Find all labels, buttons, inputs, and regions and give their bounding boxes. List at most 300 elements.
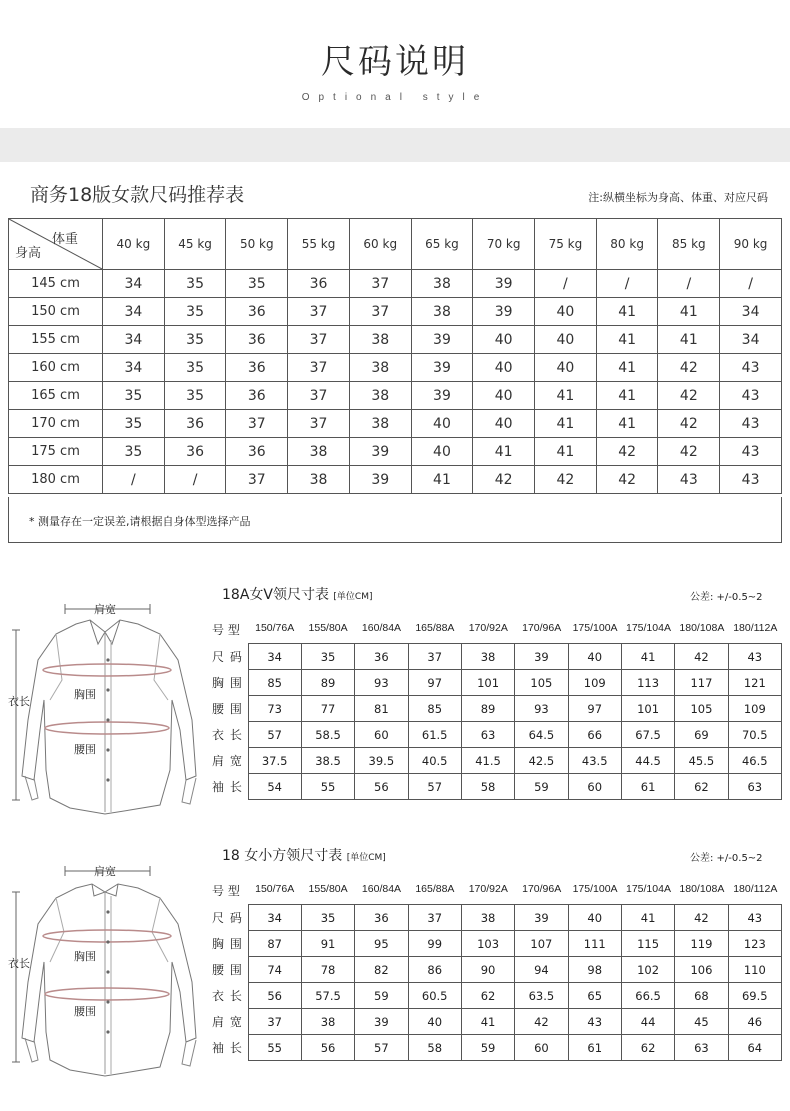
measure-cell: 61 xyxy=(568,1035,621,1061)
measure-cell: 57 xyxy=(408,774,461,800)
measure-cell: 66 xyxy=(568,722,621,748)
measure-cell: 35 xyxy=(301,905,354,931)
table-row xyxy=(9,438,782,466)
measure-cell: 62 xyxy=(675,774,728,800)
measure-cell: 99 xyxy=(408,931,461,957)
size-cell: 38 xyxy=(411,270,473,298)
table-row xyxy=(9,466,782,494)
size-header-cell: 160/84A xyxy=(361,883,402,895)
size-cell: 38 xyxy=(288,466,350,494)
size-cell: 35 xyxy=(103,410,165,438)
row-label: 衣 长 xyxy=(212,728,243,742)
measure-cell: 45 xyxy=(675,1009,728,1035)
waist-label-a: 腰围 xyxy=(74,743,96,756)
size-cell: 41 xyxy=(596,382,658,410)
corner-cell xyxy=(9,219,103,270)
measure-cell: 41.5 xyxy=(461,748,514,774)
size-cell: 43 xyxy=(658,466,720,494)
size-cell: 40 xyxy=(411,438,473,466)
measure-cell: 101 xyxy=(461,670,514,696)
size-cell: 35 xyxy=(164,270,226,298)
measure-cell: 89 xyxy=(301,670,354,696)
measure-cell: 69.5 xyxy=(728,983,781,1009)
height-cell: 175 cm xyxy=(9,438,103,466)
measure-cell: 58 xyxy=(461,774,514,800)
size-header-cell: 180/108A xyxy=(679,622,725,634)
weight-header-cell: 55 kg xyxy=(288,219,350,270)
size-header-cell: 150/76A xyxy=(255,622,295,634)
weight-header-cell: 45 kg xyxy=(164,219,226,270)
row-label: 袖 长 xyxy=(212,1041,243,1055)
size-cell: 39 xyxy=(349,466,411,494)
measure-cell: 65 xyxy=(568,983,621,1009)
measure-cell: 63 xyxy=(675,1035,728,1061)
size-header-cell: 175/100A xyxy=(572,622,618,634)
table-row xyxy=(210,644,782,670)
page-subtitle: Optional style xyxy=(301,92,489,103)
size-cell: 35 xyxy=(164,326,226,354)
size-cell: 41 xyxy=(658,326,720,354)
measure-cell: 37 xyxy=(408,644,461,670)
measure-cell: 64.5 xyxy=(515,722,568,748)
size-cell: 40 xyxy=(535,354,597,382)
table-row xyxy=(9,410,782,438)
length-label-b: 衣长 xyxy=(8,957,30,970)
table-row xyxy=(210,670,782,696)
size-cell: 38 xyxy=(288,438,350,466)
table-row xyxy=(210,983,782,1009)
shirt-diagram-a xyxy=(10,600,202,832)
size-cell: 42 xyxy=(658,354,720,382)
size-cell: 36 xyxy=(226,354,288,382)
measure-cell: 60 xyxy=(355,722,408,748)
measure-cell: 56 xyxy=(301,1035,354,1061)
measure-cell: 105 xyxy=(675,696,728,722)
row-label: 尺 码 xyxy=(212,911,243,925)
measure-cell: 55 xyxy=(301,774,354,800)
measure-cell: 60.5 xyxy=(408,983,461,1009)
size-cell: 41 xyxy=(658,298,720,326)
size-cell: 39 xyxy=(349,438,411,466)
measure-cell: 74 xyxy=(248,957,301,983)
measure-cell: 42 xyxy=(515,1009,568,1035)
row-label: 胸 围 xyxy=(212,937,243,951)
measure-cell: 58.5 xyxy=(301,722,354,748)
size-cell: 38 xyxy=(349,354,411,382)
size-cell: 37 xyxy=(226,466,288,494)
size-header-cell: 155/80A xyxy=(308,883,348,895)
shoulder-label-b: 肩宽 xyxy=(94,865,116,878)
size-cell: 36 xyxy=(288,270,350,298)
size-cell: 41 xyxy=(596,354,658,382)
size-cell: 43 xyxy=(720,466,782,494)
size-cell: 40 xyxy=(473,410,535,438)
height-cell: 145 cm xyxy=(9,270,103,298)
measure-cell: 54 xyxy=(248,774,301,800)
table-row xyxy=(210,905,782,931)
measure-cell: 107 xyxy=(515,931,568,957)
measure-cell: 40.5 xyxy=(408,748,461,774)
row-label: 胸 围 xyxy=(212,676,243,690)
size-cell: 35 xyxy=(103,382,165,410)
size-cell: 36 xyxy=(226,438,288,466)
size-cell: 35 xyxy=(164,298,226,326)
table-row xyxy=(9,298,782,326)
size-cell: 37 xyxy=(288,354,350,382)
size-cell: 36 xyxy=(164,410,226,438)
weight-header-cell: 60 kg xyxy=(349,219,411,270)
height-cell: 165 cm xyxy=(9,382,103,410)
size-cell: 41 xyxy=(535,410,597,438)
measure-cell: 117 xyxy=(675,670,728,696)
size-header-cell: 175/104A xyxy=(626,883,671,895)
measure-cell: 38.5 xyxy=(301,748,354,774)
table-row xyxy=(210,957,782,983)
measure-cell: 90 xyxy=(461,957,514,983)
measure-cell: 36 xyxy=(355,644,408,670)
measure-cell: 59 xyxy=(461,1035,514,1061)
measure-cell: 86 xyxy=(408,957,461,983)
measure-cell: 97 xyxy=(568,696,621,722)
row-label: 腰 围 xyxy=(212,702,243,716)
size-cell: 38 xyxy=(349,382,411,410)
measure-cell: 56 xyxy=(248,983,301,1009)
size-cell: 35 xyxy=(103,438,165,466)
size-header-cell: 180/112A xyxy=(733,883,778,895)
height-cell: 155 cm xyxy=(9,326,103,354)
measure-cell: 40 xyxy=(408,1009,461,1035)
measure-cell: 70.5 xyxy=(728,722,781,748)
size-cell: 39 xyxy=(411,382,473,410)
measure-cell: 57 xyxy=(355,1035,408,1061)
length-label-a: 衣长 xyxy=(8,695,30,708)
weight-header-cell: 90 kg xyxy=(720,219,782,270)
measure-cell: 34 xyxy=(248,905,301,931)
size-cell: 41 xyxy=(535,438,597,466)
size-cell: / xyxy=(720,270,782,298)
size-cell: / xyxy=(103,466,165,494)
size-cell: 43 xyxy=(720,438,782,466)
shirt-diagram-b xyxy=(10,862,202,1094)
measure-cell: 61.5 xyxy=(408,722,461,748)
measure-cell: 43.5 xyxy=(568,748,621,774)
row-label: 袖 长 xyxy=(212,780,243,794)
measure-cell: 38 xyxy=(301,1009,354,1035)
measure-cell: 39.5 xyxy=(355,748,408,774)
measure-cell: 39 xyxy=(515,905,568,931)
size-cell: 34 xyxy=(720,326,782,354)
measure-cell: 102 xyxy=(621,957,674,983)
page-title: 尺码说明 xyxy=(321,42,469,82)
table-b-size-label: 号 型 xyxy=(212,884,240,898)
measure-cell: 82 xyxy=(355,957,408,983)
chest-measure-ellipse xyxy=(43,664,171,676)
size-header-cell: 160/84A xyxy=(361,622,402,634)
size-cell: 40 xyxy=(473,354,535,382)
table-b-tolerance: 公差: +/-0.5~2 xyxy=(690,853,763,864)
size-cell: 41 xyxy=(596,410,658,438)
measure-cell: 43 xyxy=(728,905,781,931)
size-cell: 35 xyxy=(226,270,288,298)
size-cell: 37 xyxy=(288,298,350,326)
recommendation-footnote-box xyxy=(8,497,782,543)
size-cell: 42 xyxy=(658,382,720,410)
size-cell: 35 xyxy=(164,354,226,382)
size-cell: 41 xyxy=(411,466,473,494)
size-cell: 42 xyxy=(535,466,597,494)
size-cell: 43 xyxy=(720,354,782,382)
size-cell: 43 xyxy=(720,410,782,438)
measure-cell: 36 xyxy=(355,905,408,931)
measure-cell: 42 xyxy=(675,644,728,670)
corner-weight-label: 体重 xyxy=(51,232,78,247)
measure-cell: 106 xyxy=(675,957,728,983)
measure-cell: 123 xyxy=(728,931,781,957)
row-label: 尺 码 xyxy=(212,650,243,664)
measure-cell: 121 xyxy=(728,670,781,696)
measure-cell: 93 xyxy=(515,696,568,722)
table-b xyxy=(210,904,782,1061)
table-row xyxy=(9,270,782,298)
measure-cell: 64 xyxy=(728,1035,781,1061)
measure-cell: 113 xyxy=(621,670,674,696)
size-cell: 39 xyxy=(473,270,535,298)
measure-cell: 63.5 xyxy=(515,983,568,1009)
measure-cell: 38 xyxy=(461,644,514,670)
measure-cell: 103 xyxy=(461,931,514,957)
size-cell: / xyxy=(658,270,720,298)
measure-cell: 58 xyxy=(408,1035,461,1061)
measure-cell: 105 xyxy=(515,670,568,696)
measure-cell: 61 xyxy=(621,774,674,800)
measure-cell: 40 xyxy=(568,644,621,670)
size-cell: 35 xyxy=(164,382,226,410)
measure-cell: 56 xyxy=(355,774,408,800)
table-row xyxy=(210,931,782,957)
size-cell: / xyxy=(164,466,226,494)
table-row xyxy=(9,326,782,354)
weight-header-row xyxy=(9,219,782,270)
measure-cell: 115 xyxy=(621,931,674,957)
measure-cell: 68 xyxy=(675,983,728,1009)
table-a-title: 18A女V领尺寸表 [单位CM] xyxy=(222,587,373,603)
measure-cell: 42.5 xyxy=(515,748,568,774)
measure-cell: 43 xyxy=(728,644,781,670)
measure-cell: 85 xyxy=(248,670,301,696)
size-cell: 37 xyxy=(226,410,288,438)
size-cell: 36 xyxy=(164,438,226,466)
size-cell: 37 xyxy=(349,270,411,298)
size-header-cell: 170/92A xyxy=(468,622,508,634)
size-cell: 34 xyxy=(103,326,165,354)
size-cell: 39 xyxy=(411,326,473,354)
waist-measure-ellipse xyxy=(45,988,169,1000)
measure-cell: 89 xyxy=(461,696,514,722)
measure-cell: 37 xyxy=(408,905,461,931)
size-header-cell: 175/104A xyxy=(626,622,671,634)
divider-band xyxy=(0,128,790,162)
measure-cell: 46.5 xyxy=(728,748,781,774)
size-cell: 37 xyxy=(288,382,350,410)
weight-header-cell: 85 kg xyxy=(658,219,720,270)
table-row xyxy=(9,382,782,410)
size-cell: 41 xyxy=(596,326,658,354)
measure-cell: 85 xyxy=(408,696,461,722)
size-cell: 41 xyxy=(596,298,658,326)
height-cell: 180 cm xyxy=(9,466,103,494)
measure-cell: 66.5 xyxy=(621,983,674,1009)
size-cell: 37 xyxy=(349,298,411,326)
measure-cell: 94 xyxy=(515,957,568,983)
height-cell: 150 cm xyxy=(9,298,103,326)
measure-cell: 73 xyxy=(248,696,301,722)
measure-cell: 37.5 xyxy=(248,748,301,774)
measure-cell: 46 xyxy=(728,1009,781,1035)
measure-cell: 62 xyxy=(621,1035,674,1061)
measure-cell: 43 xyxy=(568,1009,621,1035)
size-cell: 40 xyxy=(535,326,597,354)
size-cell: 43 xyxy=(720,382,782,410)
measure-cell: 97 xyxy=(408,670,461,696)
measure-cell: 41 xyxy=(621,905,674,931)
size-header-cell: 180/108A xyxy=(679,883,725,895)
weight-header-cell: 65 kg xyxy=(411,219,473,270)
size-cell: 38 xyxy=(349,410,411,438)
size-header-cell: 170/92A xyxy=(468,883,508,895)
size-cell: 36 xyxy=(226,382,288,410)
size-cell: 39 xyxy=(411,354,473,382)
measure-cell: 109 xyxy=(568,670,621,696)
measure-cell: 59 xyxy=(355,983,408,1009)
measure-cell: 41 xyxy=(461,1009,514,1035)
measure-cell: 45.5 xyxy=(675,748,728,774)
table-b-title: 18 女小方领尺寸表 [单位CM] xyxy=(222,848,386,864)
table-row xyxy=(210,748,782,774)
size-cell: 40 xyxy=(473,382,535,410)
size-cell: 42 xyxy=(473,466,535,494)
height-cell: 160 cm xyxy=(9,354,103,382)
measure-cell: 35 xyxy=(301,644,354,670)
measure-cell: 109 xyxy=(728,696,781,722)
size-cell: 39 xyxy=(473,298,535,326)
weight-header-cell: 70 kg xyxy=(473,219,535,270)
measure-cell: 98 xyxy=(568,957,621,983)
size-cell: 34 xyxy=(103,298,165,326)
size-cell: 34 xyxy=(720,298,782,326)
table-a-tolerance: 公差: +/-0.5~2 xyxy=(690,592,763,603)
row-label: 肩 宽 xyxy=(212,1015,243,1029)
table-a xyxy=(210,643,782,800)
table-row xyxy=(210,774,782,800)
measure-cell: 63 xyxy=(461,722,514,748)
recommendation-title: 商务18版女款尺码推荐表 xyxy=(30,184,245,206)
size-cell: / xyxy=(596,270,658,298)
recommendation-footnote: * 测量存在一定误差,请根据自身体型选择产品 xyxy=(29,515,251,528)
measure-cell: 78 xyxy=(301,957,354,983)
size-cell: 40 xyxy=(473,326,535,354)
measure-cell: 87 xyxy=(248,931,301,957)
chest-label-a: 胸围 xyxy=(74,688,96,701)
size-cell: / xyxy=(535,270,597,298)
table-row xyxy=(210,1009,782,1035)
recommendation-note: 注:纵横坐标为身高、体重、对应尺码 xyxy=(588,191,768,204)
measure-cell: 119 xyxy=(675,931,728,957)
measure-cell: 81 xyxy=(355,696,408,722)
measure-cell: 59 xyxy=(515,774,568,800)
size-cell: 37 xyxy=(288,326,350,354)
waist-label-b: 腰围 xyxy=(74,1005,96,1018)
size-cell: 42 xyxy=(596,466,658,494)
size-cell: 42 xyxy=(596,438,658,466)
measure-cell: 63 xyxy=(728,774,781,800)
weight-header-cell: 40 kg xyxy=(103,219,165,270)
measure-cell: 67.5 xyxy=(621,722,674,748)
measure-cell: 62 xyxy=(461,983,514,1009)
measure-cell: 57.5 xyxy=(301,983,354,1009)
measure-cell: 95 xyxy=(355,931,408,957)
measure-cell: 44 xyxy=(621,1009,674,1035)
size-header-cell: 165/88A xyxy=(415,622,455,634)
table-row xyxy=(210,722,782,748)
size-header-cell: 180/112A xyxy=(733,622,778,634)
size-cell: 41 xyxy=(473,438,535,466)
measure-cell: 38 xyxy=(461,905,514,931)
weight-header-cell: 75 kg xyxy=(535,219,597,270)
measure-cell: 55 xyxy=(248,1035,301,1061)
size-cell: 36 xyxy=(226,298,288,326)
measure-cell: 42 xyxy=(675,905,728,931)
size-cell: 38 xyxy=(411,298,473,326)
size-cell: 36 xyxy=(226,326,288,354)
measure-cell: 60 xyxy=(568,774,621,800)
weight-header-cell: 50 kg xyxy=(226,219,288,270)
size-cell: 40 xyxy=(411,410,473,438)
measure-cell: 39 xyxy=(515,644,568,670)
size-header-cell: 155/80A xyxy=(308,622,348,634)
size-cell: 41 xyxy=(535,382,597,410)
size-header-cell: 150/76A xyxy=(255,883,295,895)
row-label: 衣 长 xyxy=(212,989,243,1003)
size-header-cell: 170/96A xyxy=(522,883,562,895)
measure-cell: 39 xyxy=(355,1009,408,1035)
measure-cell: 40 xyxy=(568,905,621,931)
measure-cell: 60 xyxy=(515,1035,568,1061)
shoulder-label-a: 肩宽 xyxy=(94,603,116,616)
measure-cell: 77 xyxy=(301,696,354,722)
measure-cell: 111 xyxy=(568,931,621,957)
weight-header-cell: 80 kg xyxy=(596,219,658,270)
measure-cell: 57 xyxy=(248,722,301,748)
measure-cell: 93 xyxy=(355,670,408,696)
corner-height-label: 身高 xyxy=(15,246,42,261)
size-cell: 37 xyxy=(288,410,350,438)
measure-cell: 37 xyxy=(248,1009,301,1035)
row-label: 腰 围 xyxy=(212,963,243,977)
size-cell: 40 xyxy=(535,298,597,326)
size-cell: 42 xyxy=(658,410,720,438)
table-a-size-label: 号 型 xyxy=(212,623,240,637)
size-cell: 38 xyxy=(349,326,411,354)
size-header-cell: 170/96A xyxy=(522,622,562,634)
size-cell: 34 xyxy=(103,354,165,382)
measure-cell: 41 xyxy=(621,644,674,670)
measure-cell: 110 xyxy=(728,957,781,983)
table-row xyxy=(210,696,782,722)
measure-cell: 44.5 xyxy=(621,748,674,774)
measure-cell: 91 xyxy=(301,931,354,957)
row-label: 肩 宽 xyxy=(212,754,243,768)
measure-cell: 69 xyxy=(675,722,728,748)
